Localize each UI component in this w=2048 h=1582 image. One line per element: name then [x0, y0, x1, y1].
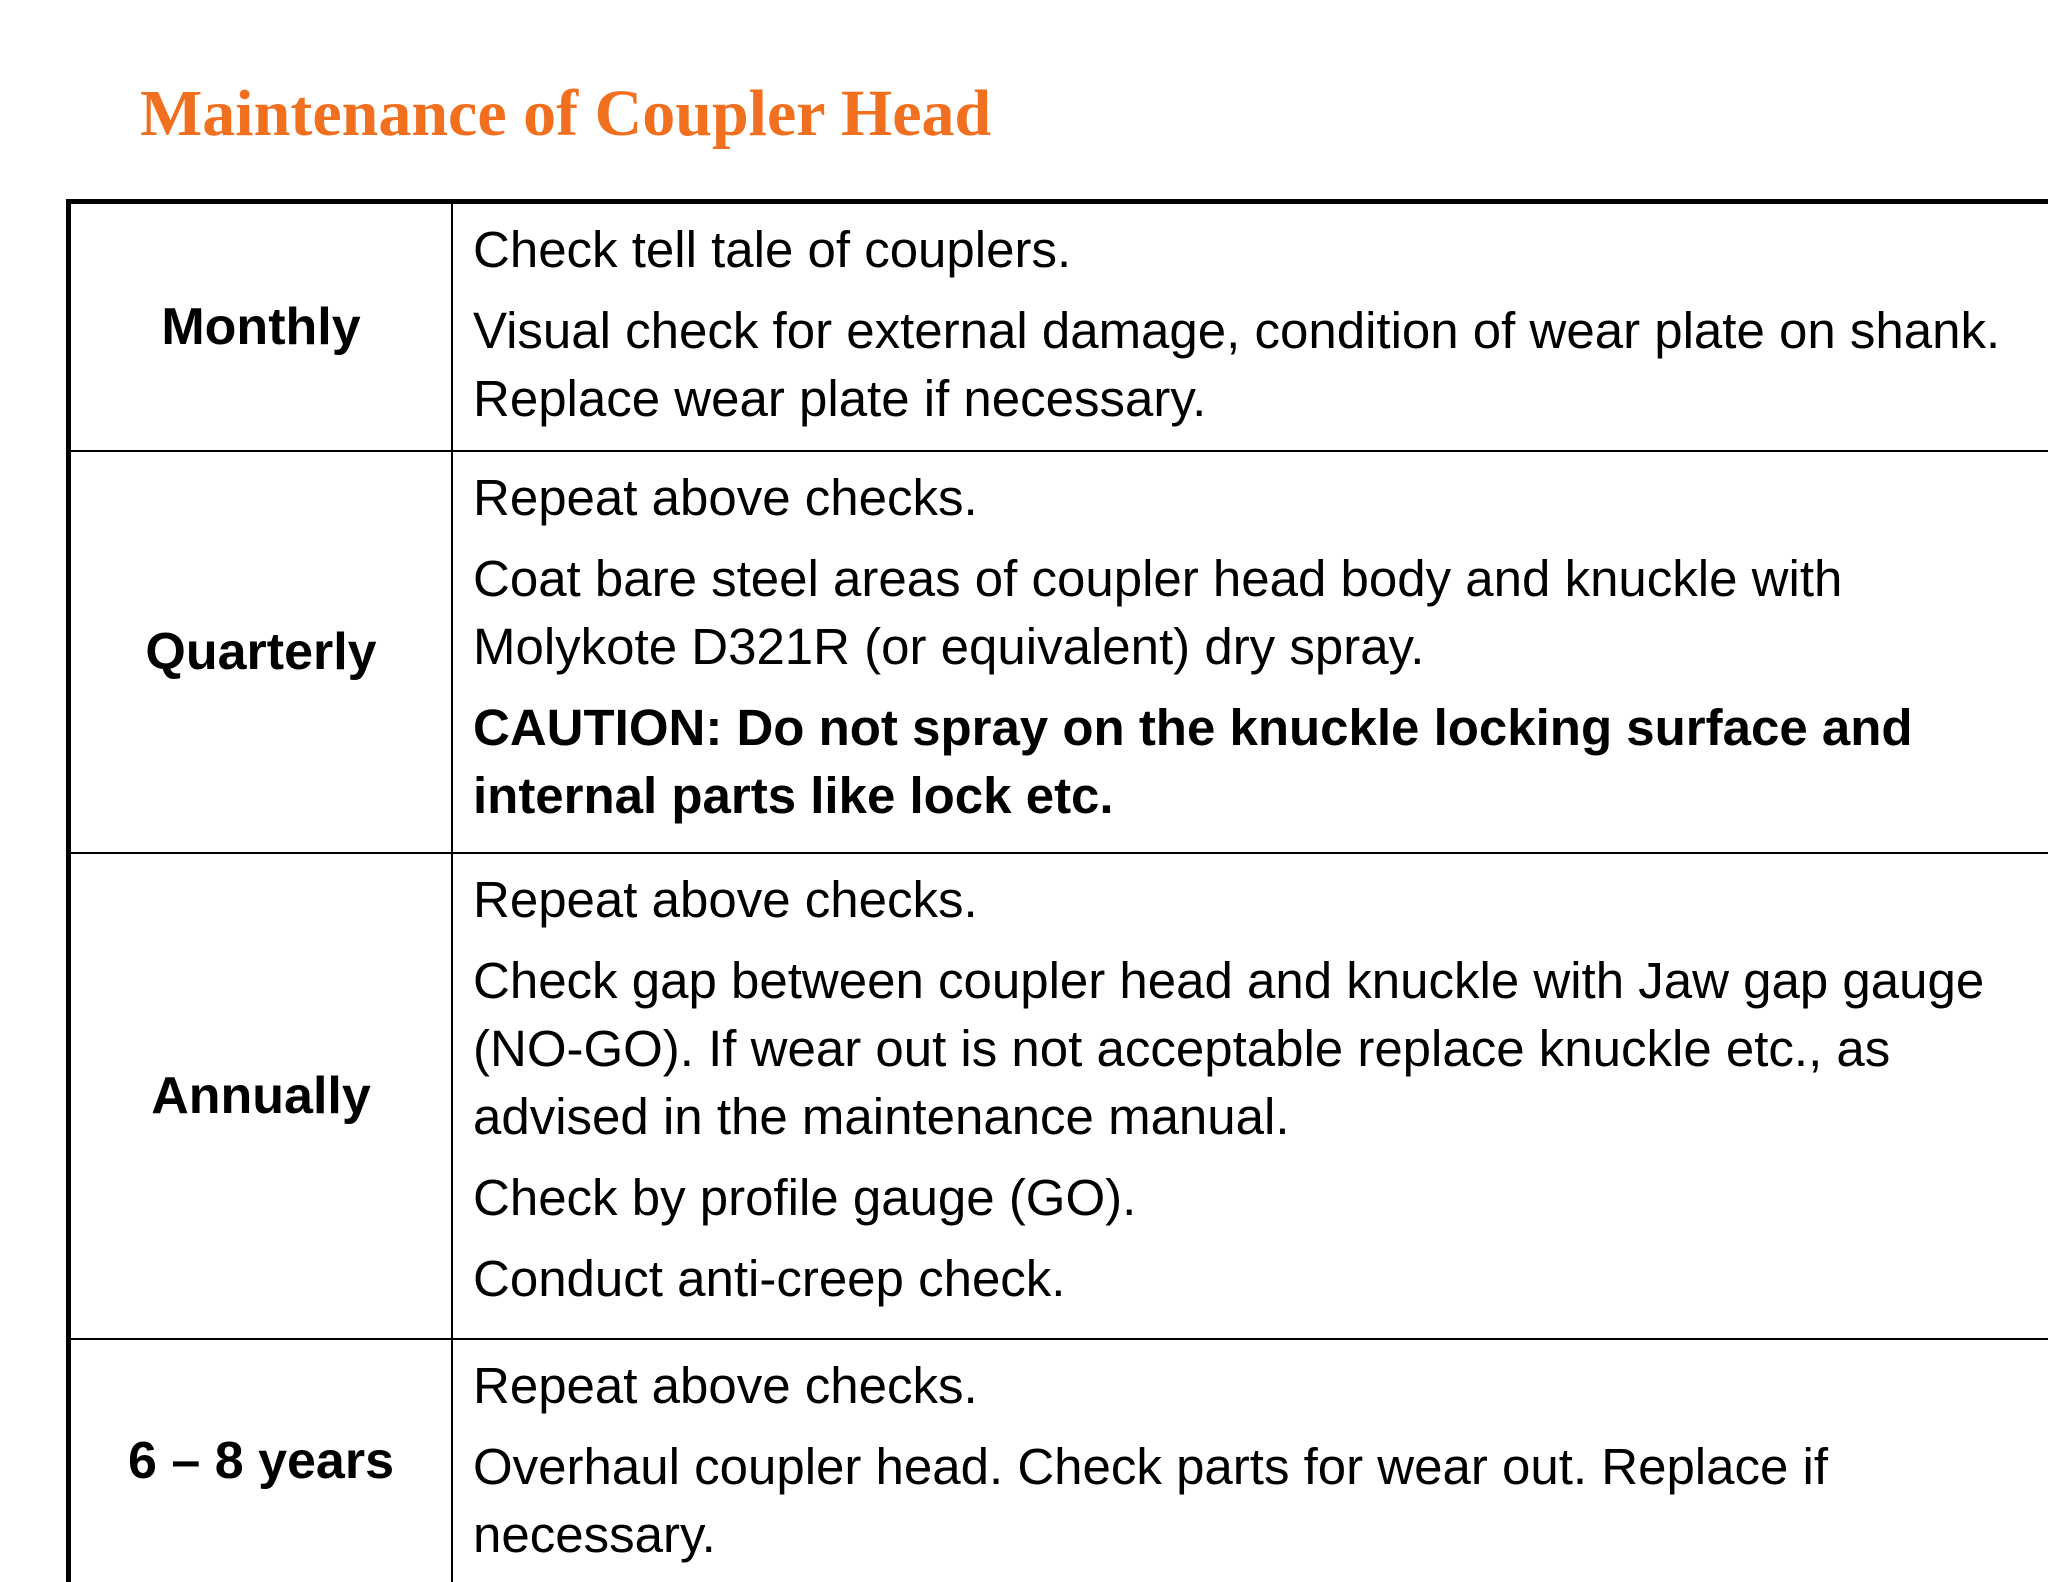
task-item: Repeat above checks. — [473, 1352, 2040, 1420]
table-row — [69, 853, 2048, 1339]
task-item: Check by profile gauge (GO). — [473, 1164, 2040, 1232]
period-label-annually: Annually — [151, 1067, 371, 1125]
table-row — [69, 202, 2048, 452]
maintenance-schedule-table — [66, 199, 2048, 1582]
table-row — [69, 451, 2048, 853]
period-label-monthly: Monthly — [161, 298, 360, 356]
caution-note: CAUTION: Do not spray on the knuckle locking surface and internal parts like lock etc. — [473, 694, 2040, 830]
period-cell — [69, 853, 453, 1339]
task-item: Check gap between coupler head and knuckle with Jaw gap gauge (NO-GO). If wear out is not acceptable replace knuckle etc., as advised in the maintenance manual. — [473, 947, 2040, 1151]
task-item: Repeat above checks. — [473, 866, 2040, 934]
tasks-cell — [452, 1339, 2048, 1582]
tasks-cell — [452, 451, 2048, 853]
tasks-cell — [452, 853, 2048, 1339]
task-item: Repeat above checks. — [473, 464, 2040, 532]
period-label-6-8-years: 6 – 8 years — [128, 1432, 394, 1490]
task-item: Visual check for external damage, condition of wear plate on shank. Replace wear plate if necessary. — [473, 297, 2040, 433]
page-title: Maintenance of Coupler Head — [140, 78, 991, 150]
table-row — [69, 1339, 2048, 1582]
tasks-cell — [452, 202, 2048, 452]
period-label-quarterly: Quarterly — [145, 623, 376, 681]
period-cell — [69, 1339, 453, 1582]
period-cell — [69, 451, 453, 853]
task-item: Coat bare steel areas of coupler head body and knuckle with Molykote D321R (or equivalent) dry spray. — [473, 545, 2040, 681]
task-item: Conduct anti-creep check. — [473, 1245, 2040, 1313]
task-item: Overhaul coupler head. Check parts for wear out. Replace if necessary. — [473, 1433, 2040, 1569]
period-cell — [69, 202, 453, 452]
task-item: Check tell tale of couplers. — [473, 216, 2040, 284]
